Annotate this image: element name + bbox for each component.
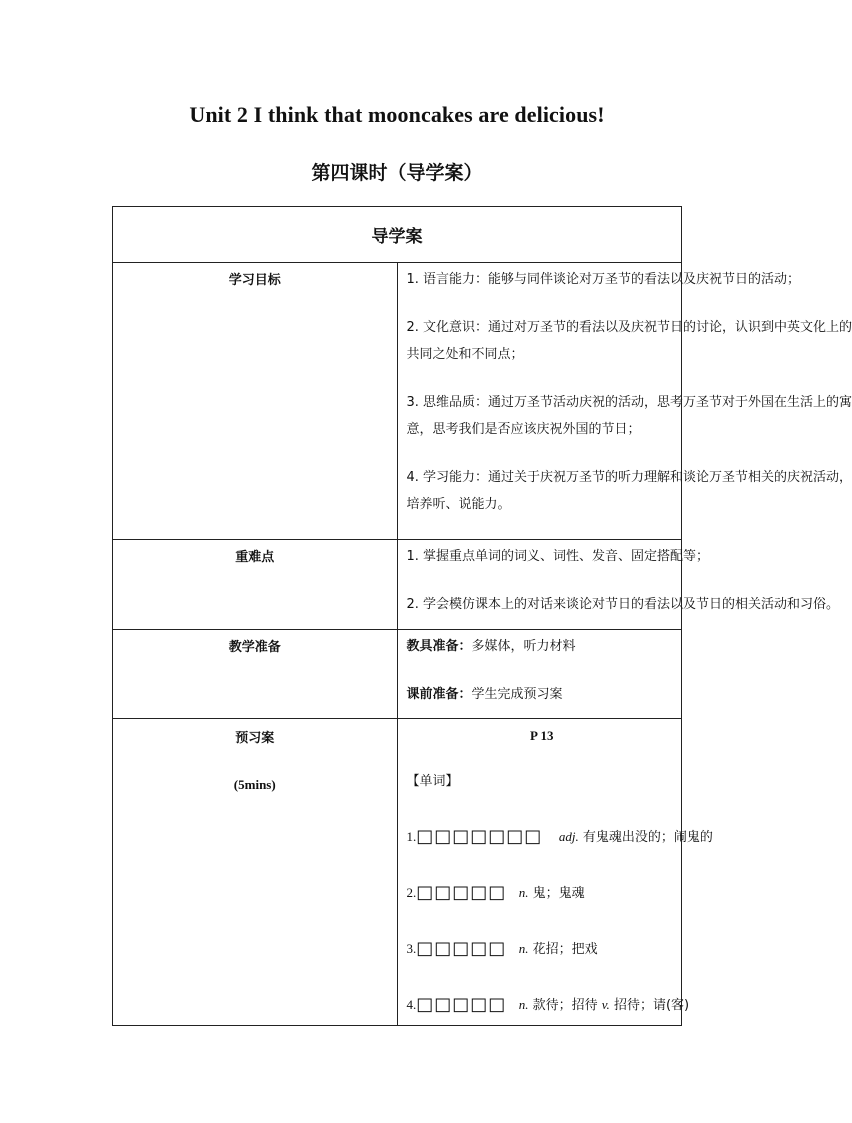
preview-row — [113, 719, 682, 1026]
vocab-item-2: 2.□□□□□ n. 鬼；鬼魂 — [406, 882, 585, 903]
objective-item-4: 4. 学习能力：通过关于庆祝万圣节的听力理解和谈论万圣节相关的庆祝活动， 培养听、说能力。 — [406, 470, 852, 512]
preview-content — [397, 719, 713, 1026]
vocab-item-1: 1.□□□□□□□ adj. 有鬼魂出没的；闹鬼的 — [406, 826, 713, 847]
table-header: 导学案 — [113, 207, 682, 263]
key-points-content — [397, 540, 840, 630]
answer-boxes[interactable]: □□□□□□□ — [416, 826, 543, 847]
objectives-label: 学习目标 — [113, 263, 398, 540]
objectives-content — [397, 263, 852, 540]
key-point-item-1: 1. 掌握重点单词的词义、词性、发音、固定搭配等； — [406, 549, 710, 564]
preview-label: 预习案 — [235, 731, 275, 746]
document-title: Unit 2 I think that mooncakes are delicious! — [189, 102, 605, 127]
objectives-row — [113, 263, 682, 540]
objective-item-1: 1. 语言能力：能够与同伴谈论对万圣节的看法以及庆祝节日的活动； — [406, 272, 801, 287]
study-guide-table — [112, 206, 852, 1026]
student-preparation: 课前准备：学生完成预习案 — [406, 687, 563, 702]
vocabulary-heading: 【单词】 — [406, 774, 459, 789]
answer-boxes[interactable]: □□□□□ — [416, 938, 507, 959]
key-points-row — [113, 540, 682, 630]
preview-time: (5mins) — [233, 777, 276, 792]
answer-boxes[interactable]: □□□□□ — [416, 882, 507, 903]
key-point-item-2: 2. 学会模仿课本上的对话来谈论对节日的看法以及节日的相关活动和习俗。 — [406, 597, 840, 612]
preparation-row — [113, 630, 682, 719]
preview-page: P 13 — [530, 728, 554, 743]
objective-item-2: 2. 文化意识：通过对万圣节的看法以及庆祝节日的讨论，认识到中英文化上的 共同之处和不同点； — [406, 320, 852, 362]
vocab-item-3: 3.□□□□□ n. 花招；把戏 — [406, 938, 598, 959]
document-subtitle: 第四课时（导学案） — [311, 162, 483, 184]
answer-boxes[interactable]: □□□□□ — [416, 994, 507, 1015]
key-points-label: 重难点 — [113, 540, 398, 630]
vocab-item-4: 4.□□□□□ n. 款待；招待 v. 招待；请(客) — [406, 994, 690, 1015]
preview-label-cell — [113, 719, 398, 1026]
preparation-content — [397, 630, 682, 719]
preparation-label: 教学准备 — [113, 630, 398, 719]
objective-item-3: 3. 思维品质：通过万圣节活动庆祝的活动，思考万圣节对于外国在生活上的寓 意，思考我们是否应该庆祝外国的节日； — [406, 395, 852, 437]
teacher-preparation: 教具准备：多媒体，听力材料 — [406, 639, 576, 654]
